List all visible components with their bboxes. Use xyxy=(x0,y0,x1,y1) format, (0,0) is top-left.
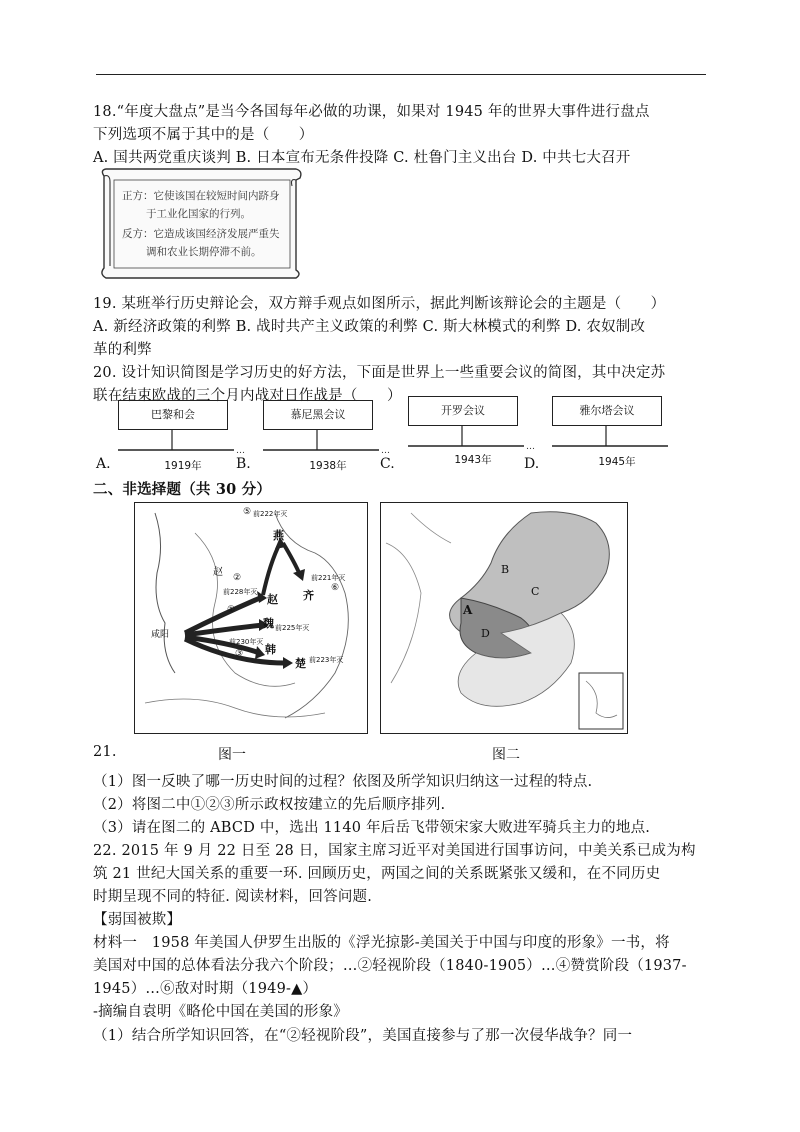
figure-2-caption: 图二 xyxy=(492,747,520,763)
map1-state-chu: 楚 xyxy=(295,657,306,670)
debate-pro-line2: 于工业化国家的行列。 xyxy=(146,208,251,220)
q22-material-line2: 美国对中国的总体看法分我六个阶段；…②轻视阶段（1840-1905）…④赞赏阶段（1937- xyxy=(93,958,687,974)
q21-sub3: （3）请在图二的 ABCD 中，选出 1140 年后岳飞带领宋家大败进军骑兵主力的地点. xyxy=(93,820,651,836)
q21-sub1: （1）图一反映了哪一历史时间的过程？依图及所学知识归纳这一过程的特点. xyxy=(93,774,593,790)
map2-label-a: A xyxy=(463,603,473,617)
song-jin-map xyxy=(381,503,627,733)
option-letter-d: D. xyxy=(524,456,540,472)
map1-marker: ① xyxy=(227,605,236,615)
q20-stem-line1: 20. 设计知识简图是学习历史的好方法，下面是世界上一些重要会议的简图，其中决定苏 xyxy=(93,365,666,381)
qin-unification-map xyxy=(135,503,367,733)
map1-marker: ② xyxy=(233,573,242,583)
map2-label-c: C xyxy=(531,585,540,598)
conference-box: 开罗会议 xyxy=(408,396,518,426)
map1-origin: 咸阳 xyxy=(151,630,170,640)
q22-heading: 【弱国被欺】 xyxy=(93,912,182,928)
q20-stem-line2: 联在结束欧战的三个月内战对日作战是（ ） xyxy=(93,388,402,404)
q19-options-line2: 革的利弊 xyxy=(93,342,152,358)
scroll-frame-graphic xyxy=(96,166,306,280)
option-letter-a: A. xyxy=(96,456,111,472)
conference-year: 1943年 xyxy=(454,454,492,466)
conference-box: 巴黎和会 xyxy=(118,400,228,430)
map1-state-wei: 魏 xyxy=(263,617,274,630)
map1-date: 前230年灭 xyxy=(229,638,264,646)
map1-marker: ③ xyxy=(235,649,244,659)
debate-con-line1: 反方：它造成该国经济发展严重失 xyxy=(122,228,280,240)
map1-state-han: 韩 xyxy=(265,643,276,656)
q21-number: 21. xyxy=(93,744,117,760)
debate-scroll-image xyxy=(96,166,306,280)
map1-date: 前221年灭 xyxy=(311,574,346,582)
option-letter-b: B. xyxy=(236,456,251,472)
q21-sub2: （2）将图二中①②③所示政权按建立的先后顺序排列. xyxy=(93,797,446,813)
q22-stem-line1: 22. 2015 年 9 月 22 日至 28 日，国家主席习近平对美国进行国事访问，中美关系已成为构 xyxy=(93,843,696,859)
map2-label-d: D xyxy=(481,627,490,640)
map1-date: 前222年灭 xyxy=(253,510,288,518)
conference-year: 1919年 xyxy=(164,460,202,472)
svg-text:…: … xyxy=(381,446,390,456)
map1-marker: ⑥ xyxy=(331,583,340,593)
q22-source: -摘编自袁明《略伦中国在美国的形象》 xyxy=(93,1004,348,1020)
option-letter-c: C. xyxy=(380,456,395,472)
map-figure-1 xyxy=(134,502,368,734)
q18-options: A. 国共两党重庆谈判 B. 日本宣布无条件投降 C. 杜鲁门主义出台 D. 中共七大召开 xyxy=(93,150,631,166)
q19-options-line1: A. 新经济政策的利弊 B. 战时共产主义政策的利弊 C. 斯大林模式的利弊 D. 农奴制改 xyxy=(93,319,646,335)
q18-stem-line1: 18.“年度大盘点”是当今各国每年必做的功课，如果对 1945 年的世界大事件进行盘点 xyxy=(93,104,650,120)
conference-year: 1945年 xyxy=(598,456,636,468)
svg-text:…: … xyxy=(236,446,245,456)
q22-material-line1: 材料一 1958 年美国人伊罗生出版的《浮光掠影-美国关于中国与印度的形象》一书，将 xyxy=(93,935,670,951)
header-rule xyxy=(96,74,706,75)
conference-box: 雅尔塔会议 xyxy=(552,396,662,426)
figure-1-caption: 图一 xyxy=(218,747,246,763)
map1-other-label: 赵 xyxy=(213,567,223,578)
conference-year: 1938年 xyxy=(309,460,347,472)
q22-stem-line2: 筑 21 世纪大国关系的重要一环. 回顾历史，两国之间的关系既紧张又缓和，在不同历史 xyxy=(93,866,661,882)
q19-stem: 19. 某班举行历史辩论会，双方辩手观点如图所示，据此判断该辩论会的主题是（ ） xyxy=(93,296,666,312)
map1-state-zhao: 赵 xyxy=(267,593,278,606)
debate-pro-line1: 正方：它使该国在较短时间内跻身 xyxy=(122,190,280,202)
map1-date: 前228年灭 xyxy=(223,588,258,596)
map1-marker: ⑤ xyxy=(243,507,252,517)
map-figure-2 xyxy=(380,502,628,734)
map1-state-qi: 齐 xyxy=(303,589,314,602)
section-title: 二、非选择题（共 30 分） xyxy=(93,481,272,498)
map2-label-b: B xyxy=(501,563,510,576)
q22-sub1: （1）结合所学知识回答，在“②轻视阶段”，美国直接参与了那一次侵华战争？同一 xyxy=(93,1028,633,1044)
debate-con-line2: 调和农业长期停滞不前。 xyxy=(146,246,262,258)
conference-box: 慕尼黑会议 xyxy=(263,400,373,430)
svg-text:…: … xyxy=(526,442,535,452)
map1-state-yan: 燕 xyxy=(273,529,284,542)
q22-stem-line3: 时期呈现不同的特征. 阅读材料，回答问题. xyxy=(93,889,373,905)
map1-date: 前225年灭 xyxy=(275,624,310,632)
q18-stem-line2: 下列选项不属于其中的是（ ） xyxy=(93,127,314,143)
map1-date: 前223年灭 xyxy=(309,656,344,664)
q22-material-line3: 1945）…⑥敌对时期（1949-▲） xyxy=(93,981,318,997)
